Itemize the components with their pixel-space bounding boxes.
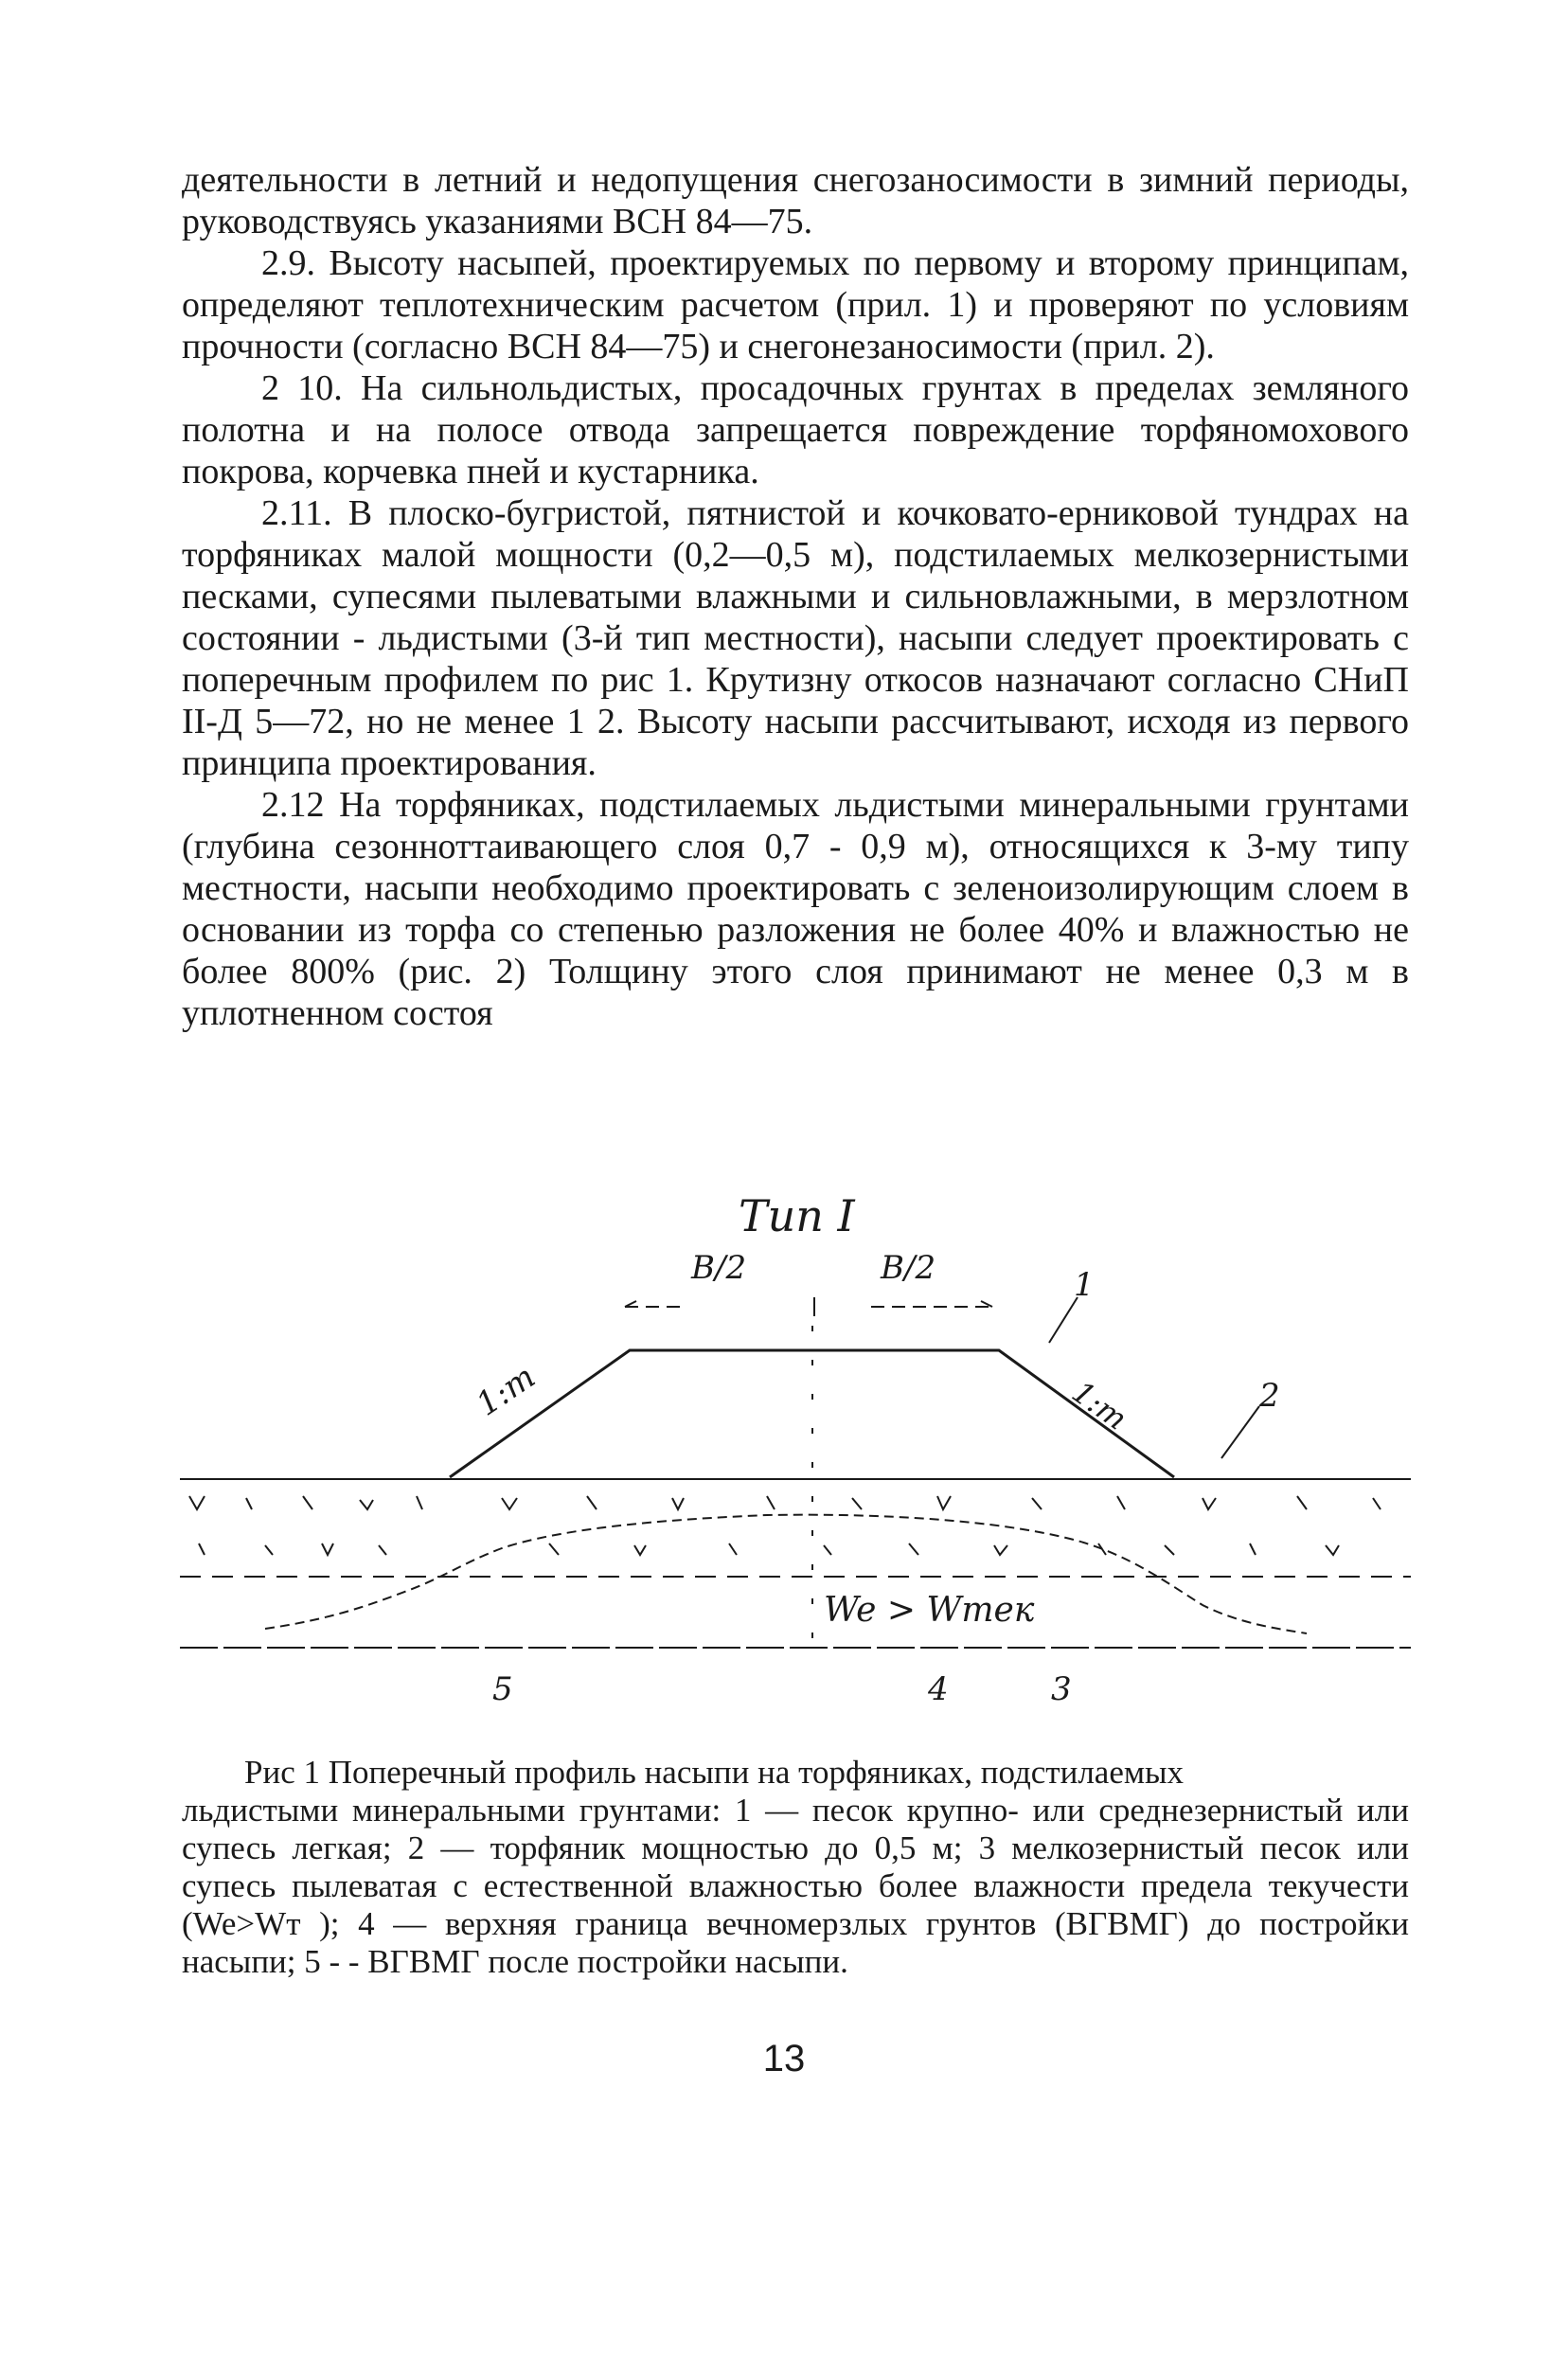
label-5: 5 [492, 1670, 513, 1704]
paragraph-2-9: 2.9. Высоту насыпей, проектируемых по первому и второму принципам, определяют теплотехническим расчетом (прил. 1) и проверяют по условиям прочности (согласно ВСН 84—75) и снегонезаносимости (прил. 2). [182, 243, 1409, 366]
half-width-left-label: B/2 [691, 1249, 747, 1287]
embankment-profile-figure [161, 1174, 1430, 1704]
label-4: 4 [928, 1670, 949, 1704]
paragraph-2-11: 2.11. В плоско-бугристой, пятнистой и кочковато-ерниковой тундрах на торфяниках малой мощности (0,2—0,5 м), подстилаемых мелкозернистыми песками, супесями пылеватыми влажными и сильновлажными, в мерзлотном состоянии - льдистыми (3-й тип местности), насыпи следует проектировать с поперечным профилем по рис 1. Крутизну откосов назначают согласно СНиП II-Д 5—72, но не менее 1 2. Высоту насыпи рассчитывают, исходя из первого принципа проектирования. [182, 493, 1409, 783]
caption-line-2: льдистыми минеральными грунтами: 1 — песок крупно- или среднезернистый или супесь легкая; 2 — торфяник мощностью до 0,5 м; 3 мелкозернистый песок или супесь пылеватая с естественной влажностью более влажности предела текучести (We>Wт ); 4 — верхняя граница вечномерзлых грунтов (ВГВМГ) до постройки насыпи; 5 - - ВГВМГ после постройки насыпи. [182, 1792, 1409, 1980]
embankment-outline [450, 1350, 1174, 1477]
body-text [182, 159, 1409, 1034]
paragraph-2-12: 2.12 На торфяниках, подстилаемых льдистыми минеральными грунтами (глубина сезонноттаивающего слоя 0,7 - 0,9 м), относящихся к 3-му типу местности, насыпи необходимо проектировать с зеленоизолирующим слоем в основании из торфа со степенью разложения не более 40% и влажностью не более 800% (рис. 2) Толщину этого слоя принимают не менее 0,3 м в уплотненном состоя [182, 785, 1409, 1033]
dimension-lines [625, 1297, 992, 1316]
paragraph-2-10: 2 10. На сильнольдистых, просадочных грунтах в пределах земляного полотна и на полосе отвода запрещается повреждение торфяномохового покрова, корчевка пней и кустарника. [182, 368, 1409, 491]
permafrost-boundary-after [265, 1515, 1307, 1633]
callout-line-1 [1049, 1297, 1078, 1343]
peat-layer-hatching [189, 1496, 1381, 1555]
label-1: 1 [1074, 1266, 1095, 1304]
figure-title: Тип I [739, 1190, 855, 1241]
label-2: 2 [1259, 1377, 1280, 1415]
slope-right-label: 1:m [1065, 1373, 1134, 1437]
half-width-right-label: B/2 [881, 1249, 936, 1287]
page-number: 13 [762, 2038, 806, 2079]
embankment-diagram [161, 1174, 1430, 1704]
figure-caption [182, 1754, 1409, 1981]
slope-left-label: 1:m [470, 1357, 543, 1424]
callout-line-2 [1221, 1406, 1259, 1458]
caption-line-1: Рис 1 Поперечный профиль насыпи на торфяниках, подстилаемых [244, 1754, 1185, 1791]
paragraph-continuation: деятельности в летний и недопущения снегозаносимости в зимний периоды, руководствуясь указаниями ВСН 84—75. [182, 160, 1409, 241]
label-3: 3 [1051, 1670, 1072, 1704]
moisture-label: We > Wтек [824, 1591, 1035, 1630]
